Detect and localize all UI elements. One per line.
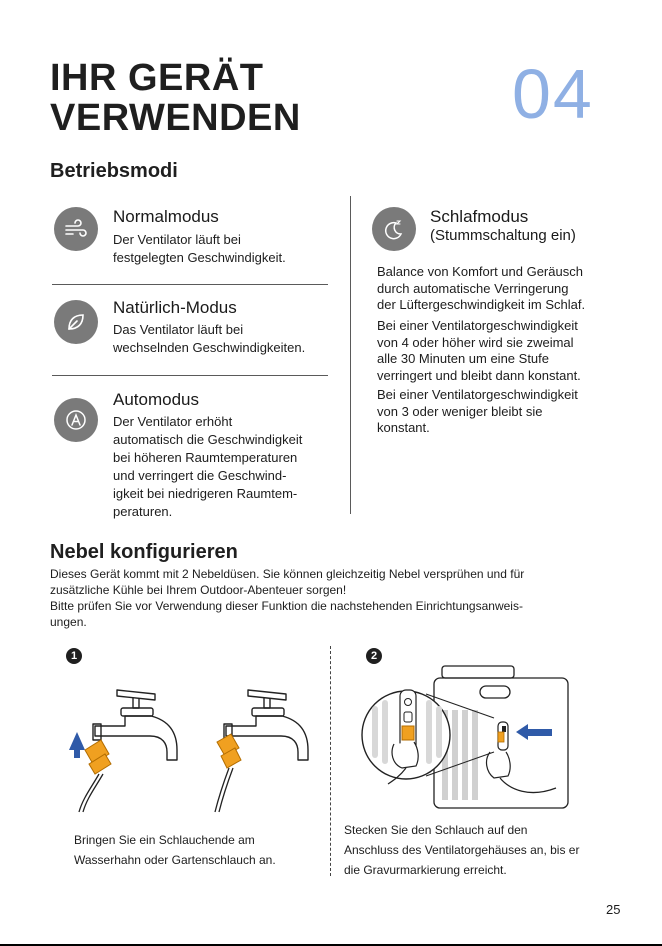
moon-icon bbox=[372, 207, 416, 251]
auto-mode-title: Automodus bbox=[113, 390, 199, 409]
auto-mode-line: igkeit bei niedrigeren Raumtem- bbox=[113, 486, 298, 501]
section-heading-mist: Nebel konfigurieren bbox=[50, 541, 238, 563]
sleep-line: Balance von Komfort und Geräusch bbox=[377, 264, 583, 279]
page-title bbox=[50, 58, 301, 138]
auto-mode-line: automatisch die Geschwindigkeit bbox=[113, 432, 303, 447]
divider bbox=[52, 284, 328, 285]
mist-intro bbox=[50, 566, 610, 630]
auto-mode-line: peraturen. bbox=[113, 504, 173, 519]
natural-mode-line: wechselnden Geschwindigkeiten. bbox=[113, 340, 306, 355]
sleep-line: verringert und bleibt dann konstant. bbox=[377, 367, 581, 383]
sleep-line: der Lüftergeschwindigkeit im Schlaf. bbox=[377, 297, 586, 312]
page-title-line2: VERWENDEN bbox=[50, 97, 301, 139]
hose-connector-icon bbox=[217, 734, 241, 768]
step-divider bbox=[330, 646, 331, 876]
sleep-mode-paragraph-1 bbox=[377, 264, 585, 314]
step-1-caption bbox=[74, 830, 276, 870]
fan-connector-illustration bbox=[360, 660, 580, 810]
step-1-badge: 1 bbox=[66, 648, 82, 664]
caption-line: die Gravurmarkierung erreicht. bbox=[344, 863, 507, 877]
caption-line: Bringen Sie ein Schlauchende am bbox=[74, 833, 255, 847]
sleep-mode-paragraph-2 bbox=[377, 318, 581, 384]
caption-line: Stecken Sie den Schlauch auf den bbox=[344, 823, 528, 837]
section-heading-modes: Betriebsmodi bbox=[50, 160, 178, 182]
sleep-mode-title: Schlafmodus bbox=[430, 207, 529, 226]
normal-mode-line: festgelegten Geschwindigkeit. bbox=[113, 250, 286, 265]
intro-line: Bitte prüfen Sie vor Verwendung dieser Funktion die nachstehenden Einrichtungsanweis- bbox=[50, 599, 523, 613]
auto-a-icon bbox=[54, 398, 98, 442]
auto-mode-desc bbox=[113, 413, 302, 521]
faucet-illustration bbox=[55, 680, 315, 815]
caption-line: Anschluss des Ventilatorgehäuses an, bis er bbox=[344, 843, 580, 857]
page-number: 25 bbox=[606, 902, 621, 917]
sleep-line: durch automatische Verringerung bbox=[377, 280, 569, 296]
intro-line: ungen. bbox=[50, 615, 87, 629]
hose-connector-icon bbox=[85, 740, 111, 774]
sleep-mode-subtitle: (Stummschaltung ein) bbox=[430, 227, 576, 244]
wind-icon bbox=[54, 207, 98, 251]
caption-line: Wasserhahn oder Gartenschlauch an. bbox=[74, 853, 276, 867]
auto-mode-line: Der Ventilator erhöht bbox=[113, 414, 233, 429]
intro-line: zusätzliche Kühle bei Ihrem Outdoor-Abenteuer sorgen! bbox=[50, 583, 347, 597]
normal-mode-line: Der Ventilator läuft bei bbox=[113, 232, 241, 247]
arrow-left-icon bbox=[516, 724, 552, 740]
sleep-line: konstant. bbox=[377, 420, 430, 435]
leaf-icon bbox=[54, 300, 98, 344]
column-divider bbox=[350, 196, 351, 514]
sleep-line: von 3 oder weniger bleibt sie bbox=[377, 403, 543, 419]
sleep-line: Bei einer Ventilatorgeschwindigkeit bbox=[377, 318, 578, 333]
sleep-line: alle 30 Minuten um eine Stufe bbox=[377, 351, 549, 366]
sleep-mode-paragraph-3 bbox=[377, 387, 578, 437]
normal-mode-title: Normalmodus bbox=[113, 207, 219, 226]
sleep-line: von 4 oder höher wird sie zweimal bbox=[377, 334, 574, 350]
intro-line: Dieses Gerät kommt mit 2 Nebeldüsen. Sie können gleichzeitig Nebel versprühen und für bbox=[50, 567, 525, 581]
arrow-up-icon bbox=[69, 732, 85, 758]
page-title-line1: IHR GERÄT bbox=[50, 57, 264, 99]
chapter-number: 04 bbox=[512, 55, 594, 133]
normal-mode-desc bbox=[113, 231, 286, 267]
divider bbox=[52, 375, 328, 376]
natural-mode-line: Das Ventilator läuft bei bbox=[113, 322, 244, 337]
natural-mode-desc bbox=[113, 321, 305, 357]
step-2-caption bbox=[344, 820, 579, 880]
natural-mode-title: Natürlich-Modus bbox=[113, 298, 237, 317]
auto-mode-line: und verringert die Geschwind- bbox=[113, 468, 287, 483]
sleep-line: Bei einer Ventilatorgeschwindigkeit bbox=[377, 387, 578, 402]
auto-mode-line: bei höheren Raumtemperaturen bbox=[113, 450, 298, 465]
step-2-badge: 2 bbox=[366, 648, 382, 664]
